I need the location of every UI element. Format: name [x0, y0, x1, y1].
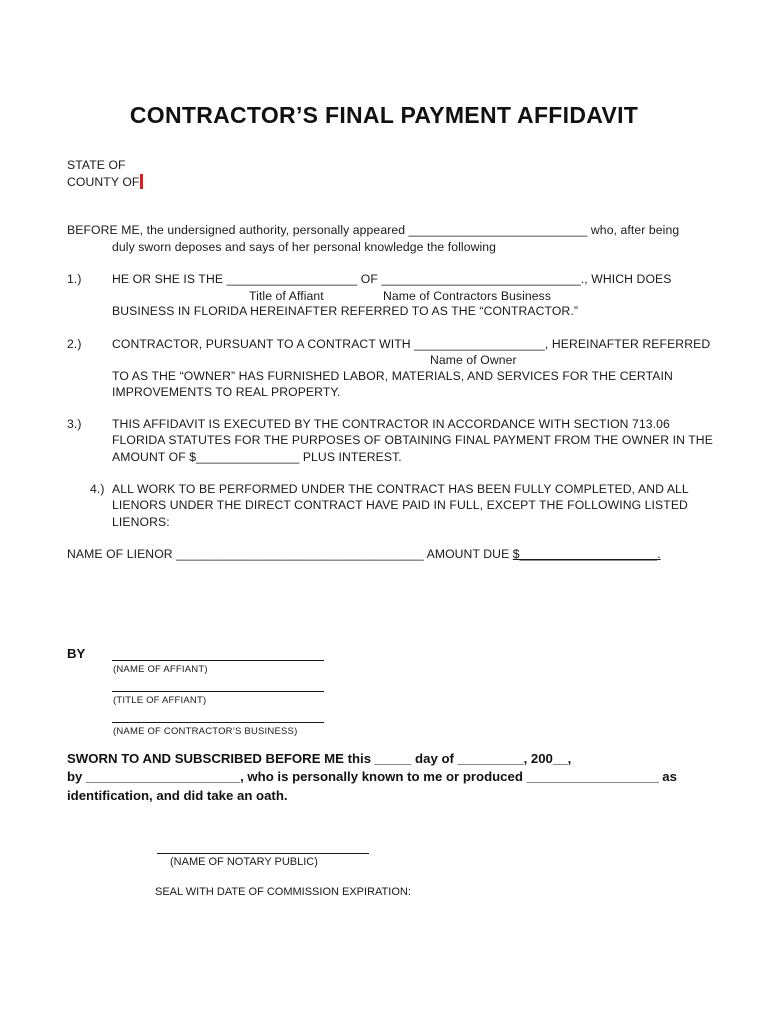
item-2-caption-owner: Name of Owner [430, 353, 517, 367]
item-3-line-3: AMOUNT OF $_______________ PLUS INTEREST. [112, 450, 402, 464]
sworn-line-1: SWORN TO AND SUBSCRIBED BEFORE ME this _____ day of _________, 200__, [67, 751, 572, 766]
affiant-name-line [112, 660, 324, 661]
lienor-row [67, 547, 661, 561]
business-name-caption: (NAME OF CONTRACTOR’S BUSINESS) [113, 726, 298, 737]
notary-name-caption: (NAME OF NOTARY PUBLIC) [170, 856, 318, 868]
seal-caption: SEAL WITH DATE OF COMMISSION EXPIRATION: [155, 886, 411, 898]
item-2-number: 2.) [67, 337, 82, 351]
lienor-label: NAME OF LIENOR ____________________________________ AMOUNT DUE [67, 547, 513, 561]
item-4-number: 4.) [90, 482, 105, 496]
notary-name-line [157, 853, 369, 854]
item-2-line-3: IMPROVEMENTS TO REAL PROPERTY. [112, 385, 341, 399]
item-4-line-1: ALL WORK TO BE PERFORMED UNDER THE CONTRACT HAS BEEN FULLY COMPLETED, AND ALL [112, 482, 689, 496]
item-1-line-1: HE OR SHE IS THE ___________________ OF _____________________________., WHICH DOES [112, 272, 672, 286]
item-1-caption-title: Title of Affiant [249, 289, 324, 303]
text-cursor [140, 174, 143, 189]
state-label: STATE OF [67, 158, 126, 172]
item-1-number: 1.) [67, 272, 82, 286]
affiant-name-caption: (NAME OF AFFIANT) [113, 664, 208, 675]
county-row [67, 174, 143, 189]
item-4-line-3: LIENORS: [112, 515, 170, 529]
item-3-number: 3.) [67, 417, 82, 431]
item-2-line-2: TO AS THE “OWNER” HAS FURNISHED LABOR, MATERIALS, AND SERVICES FOR THE CERTAIN [112, 369, 673, 383]
item-3-line-2: FLORIDA STATUTES FOR THE PURPOSES OF OBTAINING FINAL PAYMENT FROM THE OWNER IN THE [112, 433, 713, 447]
item-1-caption-business: Name of Contractors Business [383, 289, 552, 303]
item-4-line-2: LIENORS UNDER THE DIRECT CONTRACT HAVE PAID IN FULL, EXCEPT THE FOLLOWING LISTED [112, 498, 688, 512]
business-name-line [112, 722, 324, 723]
by-label: BY [67, 646, 86, 661]
sworn-line-2: by _____________________, who is personally known to me or produced __________________ as [67, 769, 677, 784]
sworn-line-3: identification, and did take an oath. [67, 788, 288, 803]
item-2-line-1: CONTRACTOR, PURSUANT TO A CONTRACT WITH ___________________, HEREINAFTER REFERRED [112, 337, 711, 351]
intro-line-1: BEFORE ME, the undersigned authority, personally appeared __________________________ who, after being [67, 223, 680, 237]
affiant-title-line [112, 691, 324, 692]
item-1-line-2: BUSINESS IN FLORIDA HEREINAFTER REFERRED TO AS THE “CONTRACTOR.” [112, 304, 578, 318]
item-3-line-1: THIS AFFIDAVIT IS EXECUTED BY THE CONTRACTOR IN ACCORDANCE WITH SECTION 713.06 [112, 417, 670, 431]
intro-line-2: duly sworn deposes and says of her personal knowledge the following [112, 240, 497, 254]
county-label: COUNTY OF [67, 175, 140, 189]
document-title: CONTRACTOR’S FINAL PAYMENT AFFIDAVIT [129, 102, 639, 128]
lienor-amount-field: $____________________. [512, 547, 661, 561]
affiant-title-caption: (TITLE OF AFFIANT) [113, 695, 207, 706]
